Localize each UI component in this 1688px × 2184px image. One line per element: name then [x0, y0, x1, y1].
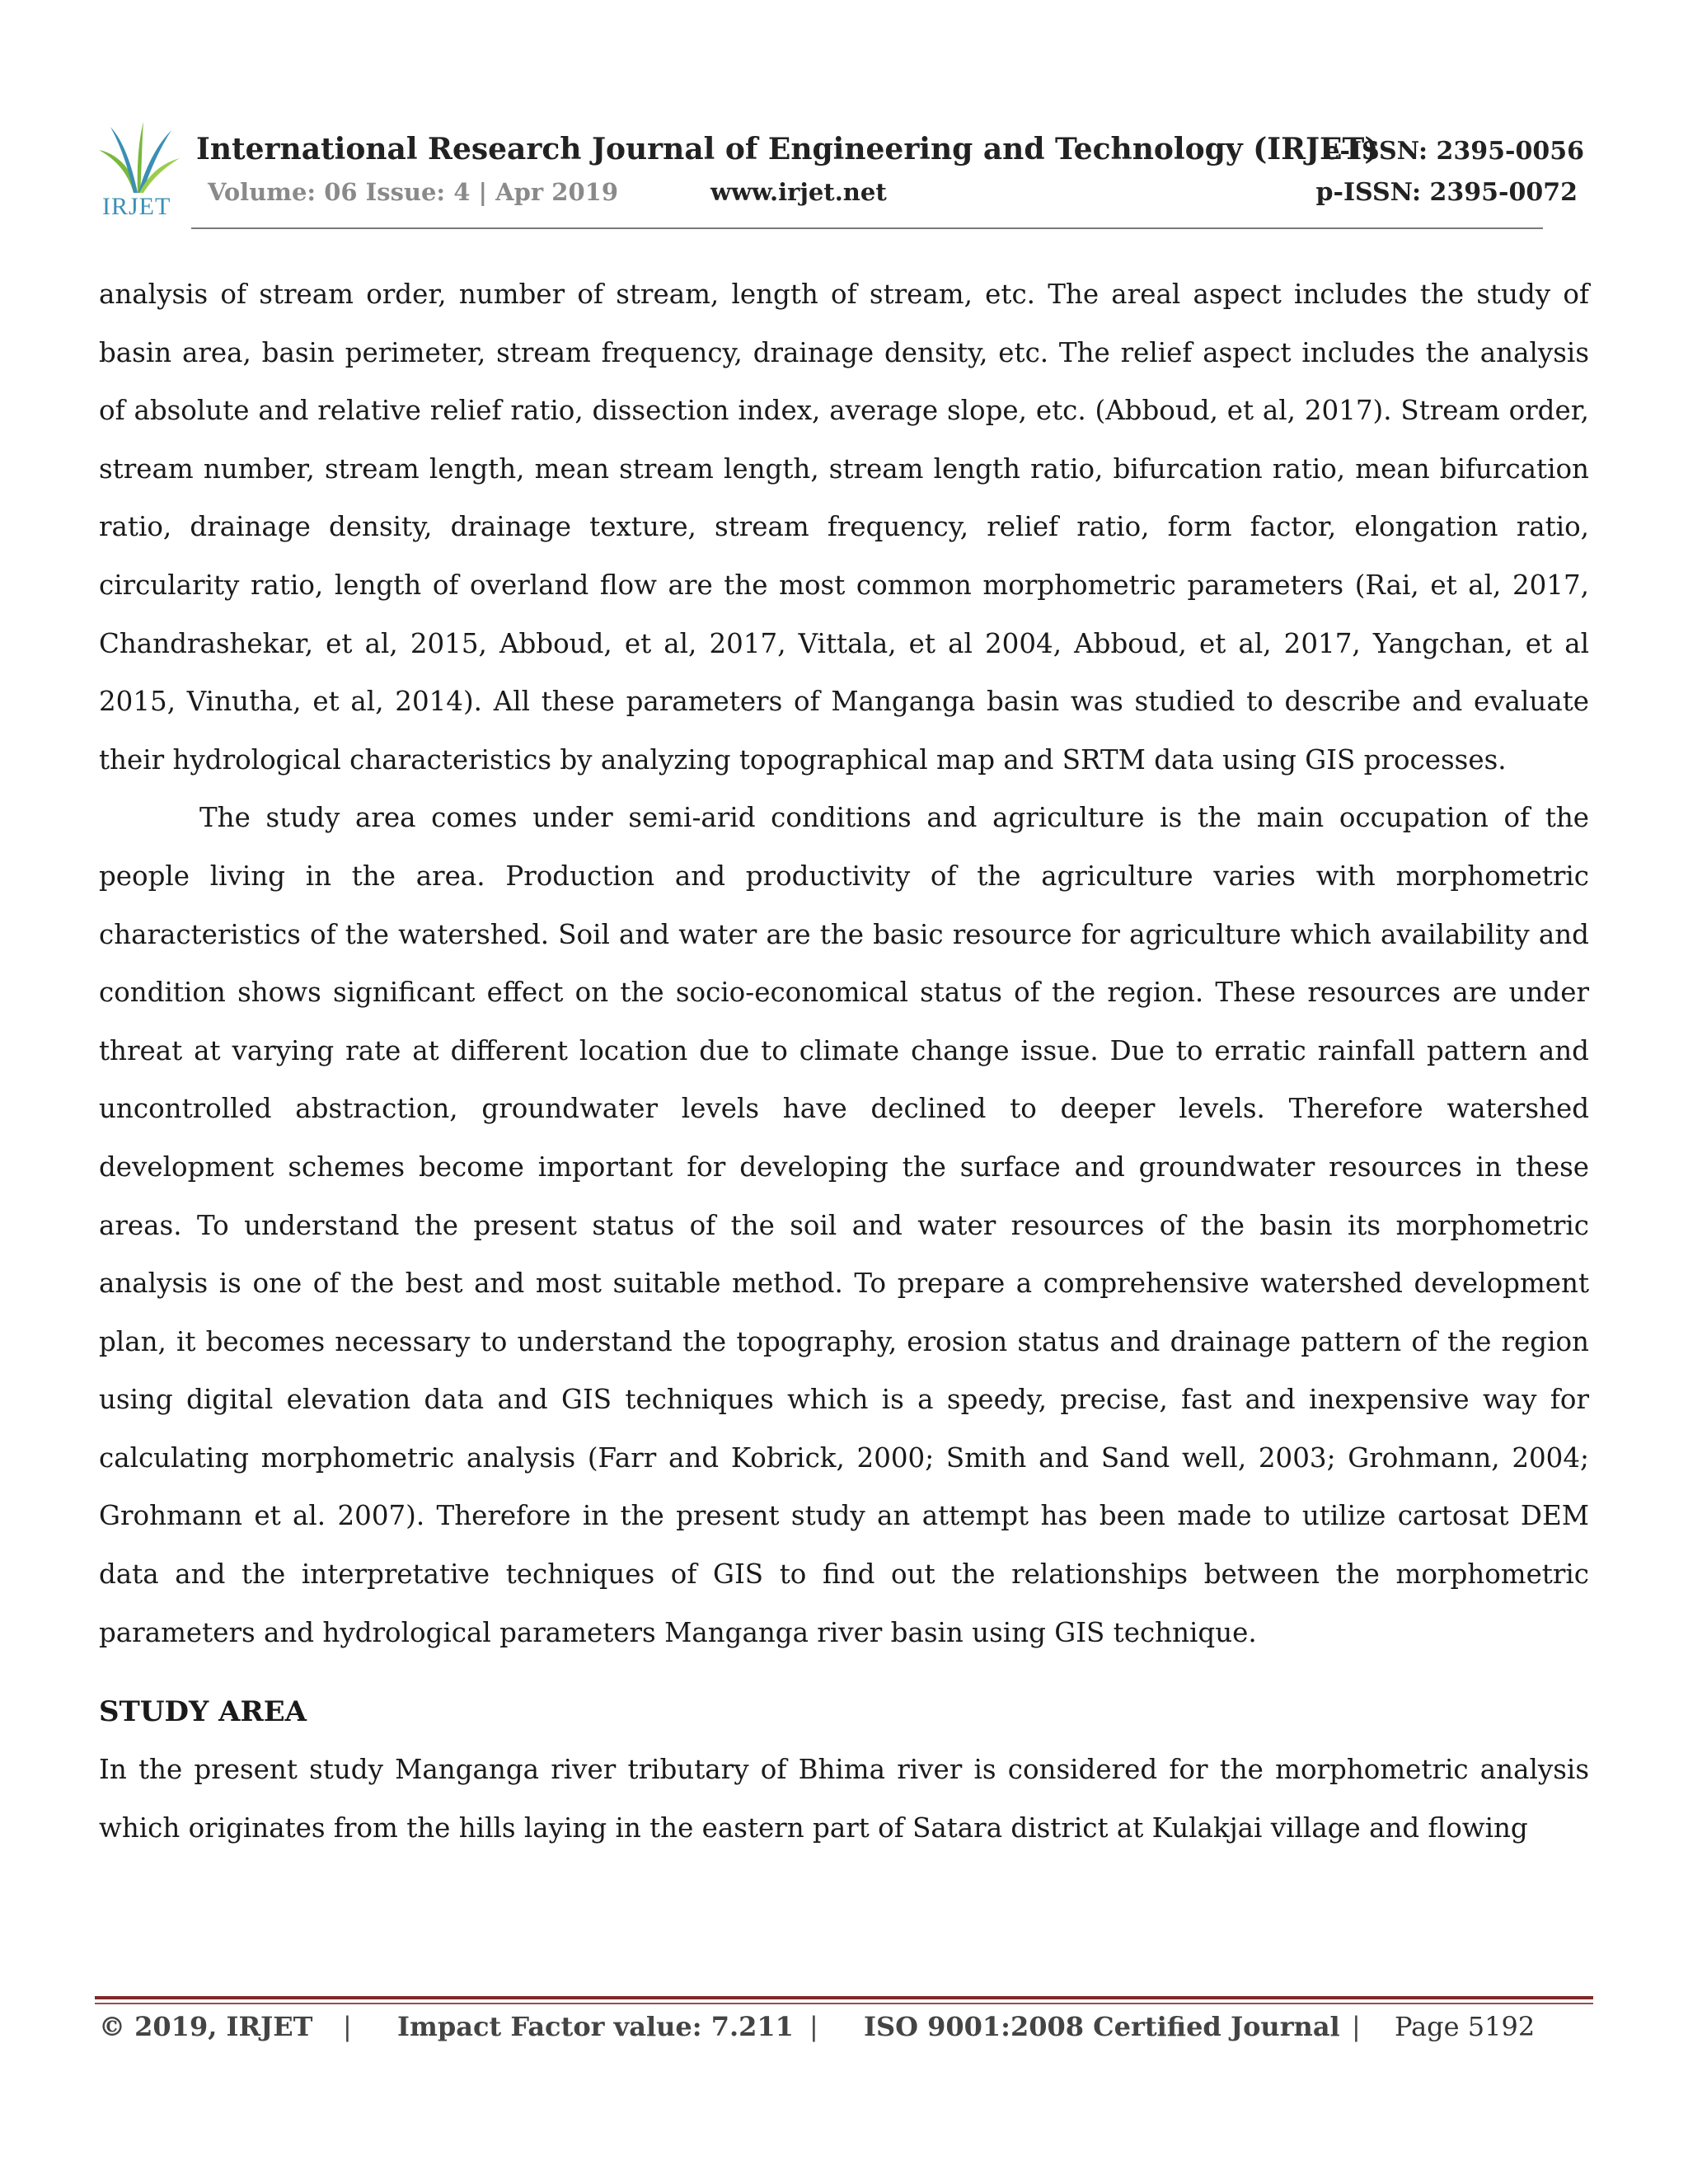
footer-separator: |	[809, 2011, 818, 2042]
footer-page-number: Page 5192	[1395, 2011, 1536, 2042]
footer-iso: ISO 9001:2008 Certified Journal	[864, 2011, 1340, 2042]
article-body	[99, 265, 1589, 1857]
footer-impact-factor: Impact Factor value: 7.211	[397, 2011, 794, 2042]
journal-logo	[92, 120, 183, 219]
volume-issue: Volume: 06 Issue: 4 | Apr 2019	[208, 178, 619, 206]
irjet-logo-icon	[92, 120, 183, 196]
footer-divider	[95, 1996, 1593, 1999]
e-issn: e-ISSN: 2395-0056	[1324, 137, 1584, 166]
paragraph: In the present study Manganga river tributary of Bhima river is considered for the morphometric analysis which originates from the hills laying in the eastern part of Satara district at Kulakjai village and flowing	[99, 1754, 1589, 1844]
footer-separator: |	[343, 2011, 352, 2042]
section-heading: STUDY AREA	[99, 1695, 307, 1729]
paragraph: The study area comes under semi-arid conditions and agriculture is the main occupation of the people living in the area. Production and productivity of the agriculture varies with morphometric characteristics of the watershed. Soil and water are the basic resource for agriculture which availability and condition shows significant effect on the socio-economical status of the region. These resources are under threat at varying rate at different location due to climate change issue. Due to erratic rainfall pattern and uncontrolled abstraction, groundwater levels have declined to deeper levels. Therefore watershed development schemes become important for developing the surface and groundwater resources in these areas. To understand the present status of the soil and water resources of the basin its morphometric analysis is one of the best and most suitable method. To prepare a comprehensive watershed development plan, it becomes necessary to understand the topography, erosion status and drainage pattern of the region using digital elevation data and GIS techniques which is a speedy, precise, fast and inexpensive way for calculating morphometric analysis (Farr and Kobrick, 2000; Smith and Sand well, 2003; Grohmann, 2004; Grohmann et al. 2007). Therefore in the present study an attempt has been made to utilize cartosat DEM data and the interpretative techniques of GIS to find out the relationships between the morphometric parameters and hydrological parameters Manganga river basin using GIS technique.	[99, 802, 1589, 1648]
paragraph: analysis of stream order, number of stream, length of stream, etc. The areal aspect includes the study of basin area, basin perimeter, stream frequency, drainage density, etc. The relief aspect includes the analysis of absolute and relative relief ratio, dissection index, average slope, etc. (Abboud, et al, 2017). Stream order, stream number, stream length, mean stream length, stream length ratio, bifurcation ratio, mean bifurcation ratio, drainage density, drainage texture, stream frequency, relief ratio, form factor, elongation ratio, circularity ratio, length of overland flow are the most common morphometric parameters (Rai, et al, 2017, Chandrashekar, et al, 2015, Abboud, et al, 2017, Vittala, et al 2004, Abboud, et al, 2017, Yangchan, et al 2015, Vinutha, et al, 2014). All these parameters of Manganga basin was studied to describe and evaluate their hydrological characteristics by analyzing topographical map and SRTM data using GIS processes.	[99, 279, 1589, 776]
header-divider	[191, 227, 1543, 229]
footer-copyright: © 2019, IRJET	[99, 2011, 313, 2042]
journal-title: International Research Journal of Engineering and Technology (IRJET)	[196, 132, 1379, 166]
footer-separator: |	[1352, 2011, 1361, 2042]
page-header	[92, 114, 1584, 237]
p-issn: p-ISSN: 2395-0072	[1315, 178, 1578, 207]
page-footer	[99, 2011, 1599, 2052]
journal-website: www.irjet.net	[710, 178, 887, 206]
footer-divider-thin	[95, 2003, 1593, 2004]
logo-text: IRJET	[102, 193, 171, 220]
